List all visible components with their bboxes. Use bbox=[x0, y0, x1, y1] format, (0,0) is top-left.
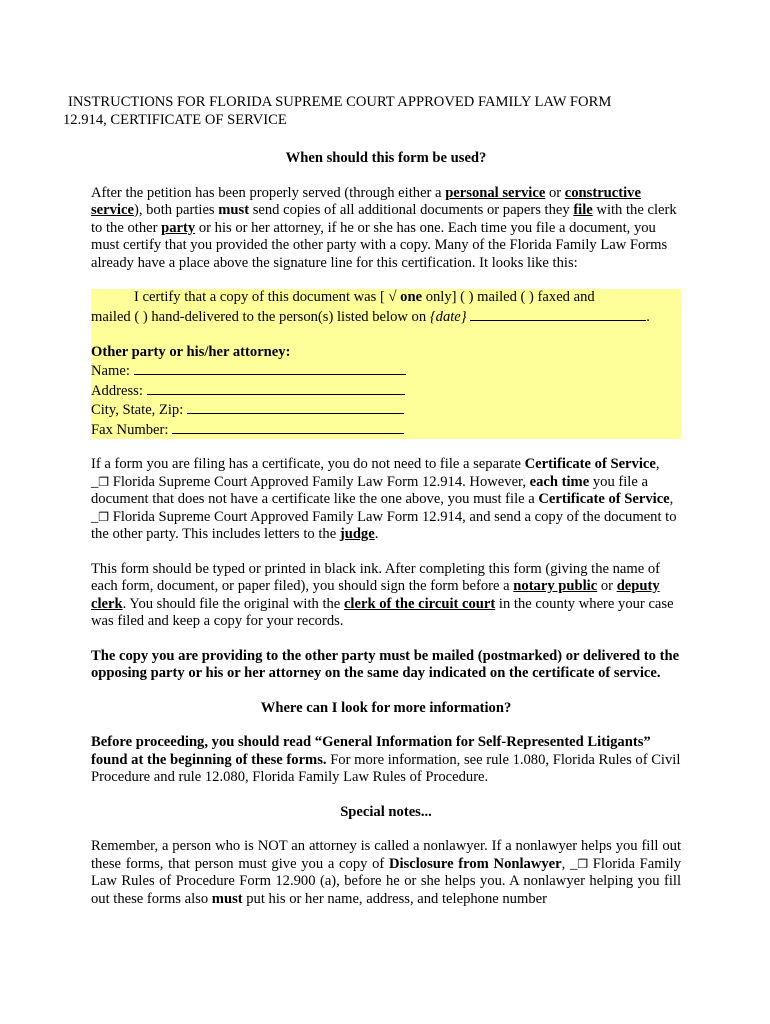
text: ), both parties bbox=[133, 202, 219, 218]
text: with the clerk to the other bbox=[91, 202, 677, 236]
more-info-bold: Before proceeding, you should read “General Information for Self-Represented Litigants” found at the beginning of these forms. bbox=[91, 734, 651, 768]
city-line: City, State, Zip: bbox=[91, 400, 681, 420]
emphasis-must: must bbox=[218, 202, 250, 218]
emphasis-one: one bbox=[400, 289, 423, 305]
document-page bbox=[63, 94, 682, 925]
box-icon: ❐ bbox=[98, 509, 110, 524]
date-placeholder: {date} bbox=[429, 308, 467, 325]
term-file: file bbox=[573, 202, 593, 218]
paragraph-more-info: Before proceeding, you should read “General Information for Self-Represented Litigants” found at the beginning of these forms. For more information, see rule 1.080, Florida Rules of Civil Procedure and rule 12.080, Florida Family Law Rules of Procedure. bbox=[91, 734, 681, 785]
heading-when-used: When should this form be used? bbox=[285, 150, 487, 166]
term-deputy-clerk: deputy clerk bbox=[91, 578, 660, 612]
paragraph-intro bbox=[91, 185, 681, 273]
term-disclosure-from-nonlawyer: Disclosure from Nonlawyer bbox=[389, 855, 562, 872]
address-line: Address: bbox=[91, 381, 681, 401]
paragraph-copy-delivery: The copy you are providing to the other party must be mailed (postmarked) or delivered to the opposing party or his or her attorney on the same day indicated on the certificate of service. bbox=[91, 647, 680, 681]
name-blank bbox=[134, 361, 406, 375]
paragraph-typed-ink: This form should be typed or printed in black ink. After completing this form (giving the name of each form, document, or paper filed), you should sign the form before a notary public or deputy clerk. You should file the original with the clerk of the circuit court in the county where your case was filed and keep a copy for your records. bbox=[91, 560, 674, 629]
paragraph-special-notes: Remember, a person who is NOT an attorney is called a nonlawyer. If a nonlawyer helps you fill out these forms, that person must give you a copy of Disclosure from Nonlawyer, _❐ Florida Family Law Rules of Procedure Form 12.900 (a), before he or she helps you. A nonlawyer helping you fill out these forms also must put his or her name, address, and telephone number bbox=[91, 838, 682, 907]
text: send copies of all additional documents or papers they bbox=[249, 202, 574, 218]
term-judge: judge bbox=[339, 526, 375, 542]
document-title bbox=[63, 94, 688, 129]
certificate-line-2: mailed ( ) hand-delivered to the person(s) listed below on {date} . bbox=[91, 308, 650, 325]
city-blank bbox=[187, 400, 404, 414]
name-line: Name: bbox=[91, 361, 681, 381]
box-icon: ❐ bbox=[98, 474, 110, 489]
paragraph-certificate-info: If a form you are filing has a certificate, you do not need to file a separate Certificate of Service, _❐ Florida Supreme Court Approved Family Law Form 12.914. However, each time you file a document that does not have a certificate like the one above, you must file a Certificate of Service, _❐ Florida Supreme Court Approved Family Law Form 12.914, and send a copy of the document to the other party. This includes letters to the judge. bbox=[91, 456, 677, 542]
text: or his or her attorney, if he or she has one. Each time you file a document, you must certify that you provided the other party with a copy. Many of the Florida Family Law Forms already have a place above the signature line for this certification. It looks like this: bbox=[91, 219, 668, 271]
other-party-label: Other party or his/her attorney: bbox=[91, 343, 291, 360]
term-notary-public: notary public bbox=[513, 578, 598, 594]
term-certificate-of-service: Certificate of Service bbox=[538, 491, 670, 507]
date-blank bbox=[470, 307, 646, 321]
text: or bbox=[545, 184, 565, 201]
title-line-2: 12.914, CERTIFICATE OF SERVICE bbox=[63, 111, 287, 128]
emphasis-each-time: each time bbox=[529, 473, 590, 490]
term-party: party bbox=[161, 219, 196, 236]
address-blank bbox=[147, 381, 405, 395]
certificate-example-box bbox=[91, 289, 681, 439]
term-certificate-of-service: Certificate of Service bbox=[524, 456, 656, 472]
fax-line: Fax Number: bbox=[91, 420, 681, 440]
emphasis-must: must bbox=[211, 890, 243, 907]
box-icon: ❐ bbox=[577, 856, 589, 871]
term-personal-service: personal service bbox=[445, 184, 546, 201]
title-line-1: INSTRUCTIONS FOR FLORIDA SUPREME COURT APPROVED FAMILY LAW FORM bbox=[68, 94, 612, 110]
term-clerk-of-circuit-court: clerk of the circuit court bbox=[343, 595, 496, 612]
certificate-line-1: I certify that a copy of this document was [ √ one only] ( ) mailed ( ) faxed and bbox=[134, 289, 595, 305]
heading-more-info: Where can I look for more information? bbox=[260, 699, 512, 716]
fax-blank bbox=[172, 420, 404, 434]
text: After the petition has been properly served (through either a bbox=[91, 184, 446, 201]
heading-special-notes: Special notes... bbox=[340, 803, 432, 820]
term-constructive-service: constructive service bbox=[91, 184, 641, 218]
